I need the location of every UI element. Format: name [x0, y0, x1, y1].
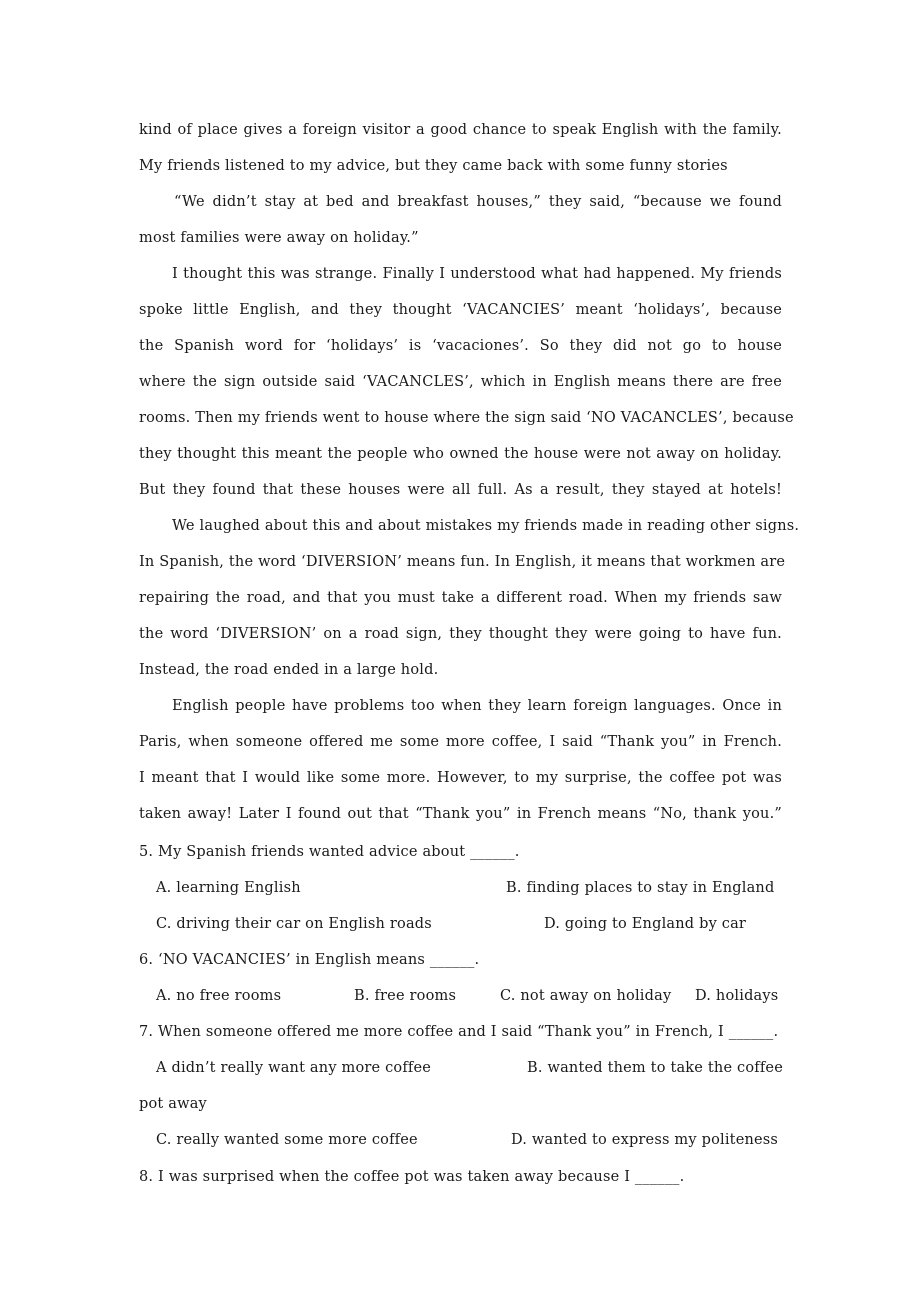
passage-line: My friends listened to my advice, but they came back with some funny stories — [139, 158, 728, 174]
question-7-option-c: C. really wanted some more coffee — [156, 1132, 418, 1148]
question-7-stem: 7. When someone offered me more coffee and I said “Thank you” in French, I ______. — [139, 1024, 779, 1040]
question-5-option-b: B. finding places to stay in England — [506, 880, 775, 896]
passage-line: English people have problems too when they learn foreign languages. Once in — [172, 698, 782, 714]
question-6-option-b: B. free rooms — [354, 988, 457, 1004]
passage-line: taken away! Later I found out that “Thank you” in French means “No, thank you.” — [139, 806, 782, 822]
passage-line: kind of place gives a foreign visitor a good chance to speak English with the family. — [139, 122, 782, 138]
passage-line: rooms. Then my friends went to house where the sign said ‘NO VACANCLES’, because — [139, 410, 794, 426]
passage-line: I meant that I would like some more. However, to my surprise, the coffee pot was — [139, 770, 782, 786]
passage-line: the word ‘DIVERSION’ on a road sign, they thought they were going to have fun. — [139, 626, 782, 642]
passage-line: most families were away on holiday.” — [139, 230, 419, 246]
question-5-option-d: D. going to England by car — [544, 916, 747, 932]
passage-line: where the sign outside said ‘VACANCLES’, which in English means there are free — [139, 374, 782, 390]
passage-line: Instead, the road ended in a large hold. — [139, 662, 439, 678]
passage-line: We laughed about this and about mistakes my friends made in reading other signs. — [172, 518, 800, 534]
passage-line: repairing the road, and that you must take a different road. When my friends saw — [139, 590, 782, 606]
question-6-stem: 6. ‘NO VACANCIES’ in English means ______. — [139, 952, 480, 968]
passage-line: spoke little English, and they thought ‘VACANCIES’ meant ‘holidays’, because — [139, 302, 782, 318]
passage-line: But they found that these houses were all full. As a result, they stayed at hotels! — [139, 482, 782, 498]
question-6-option-d: D. holidays — [695, 988, 779, 1004]
passage-line: I thought this was strange. Finally I understood what had happened. My friends — [172, 266, 782, 282]
question-6-option-a: A. no free rooms — [156, 988, 282, 1004]
question-5-stem: 5. My Spanish friends wanted advice about ______. — [139, 844, 520, 860]
question-7-option-b: B. wanted them to take the coffee — [527, 1060, 783, 1076]
passage-line: the Spanish word for ‘holidays’ is ‘vacaciones’. So they did not go to house — [139, 338, 782, 354]
question-5-option-c: C. driving their car on English roads — [156, 916, 432, 932]
question-7-option-d: D. wanted to express my politeness — [511, 1132, 779, 1148]
question-7-option-a: A didn’t really want any more coffee — [156, 1060, 432, 1076]
passage-line: “We didn’t stay at bed and breakfast houses,” they said, “because we found — [174, 194, 782, 210]
passage-line: Paris, when someone offered me some more coffee, I said “Thank you” in French. — [139, 734, 782, 750]
question-7-option-b-continued: pot away — [139, 1096, 207, 1112]
question-5-option-a: A. learning English — [156, 880, 301, 896]
question-6-option-c: C. not away on holiday — [500, 988, 672, 1004]
question-8-stem: 8. I was surprised when the coffee pot was taken away because I ______. — [139, 1169, 685, 1185]
passage-line: they thought this meant the people who owned the house were not away on holiday. — [139, 446, 782, 462]
passage-line: In Spanish, the word ‘DIVERSION’ means fun. In English, it means that workmen are — [139, 554, 786, 570]
